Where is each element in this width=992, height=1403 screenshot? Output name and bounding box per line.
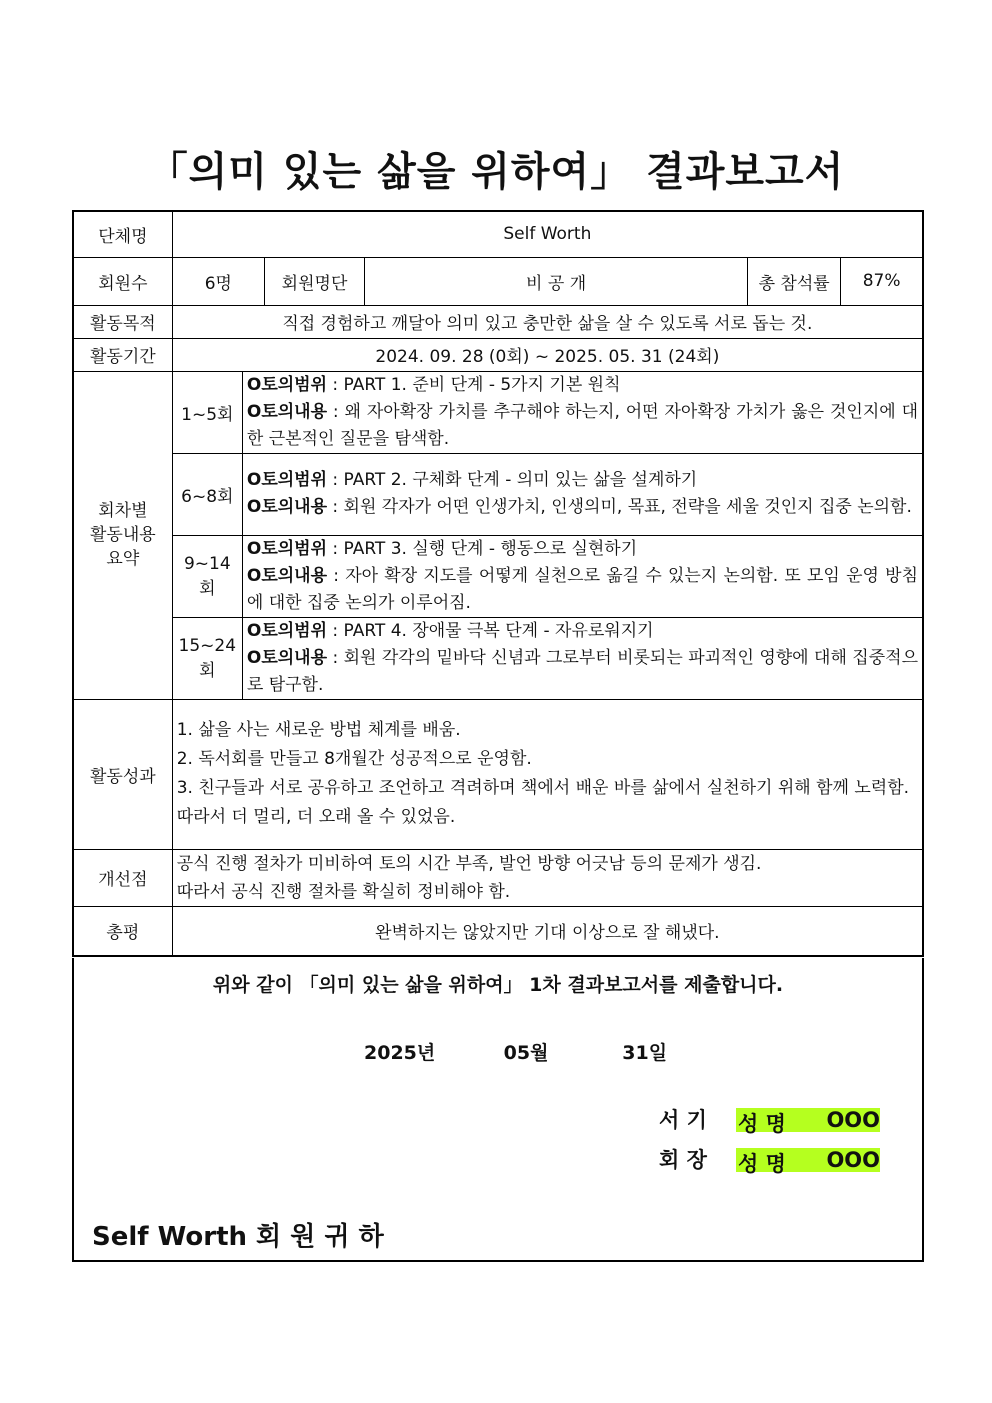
name-label: 성 명	[738, 1152, 786, 1176]
summary-label-line: 활동내용	[90, 525, 156, 545]
result-item: 1. 삶을 사는 새로운 방법 체계를 배움.	[176, 720, 461, 740]
scope-text: : PART 4. 장애물 극복 단계 - 자유로워지기	[327, 620, 654, 641]
session-range: 6~8회	[172, 453, 242, 535]
results-label: 활동성과	[73, 699, 172, 849]
row-results	[73, 699, 923, 849]
member-list-value: 비 공 개	[365, 257, 748, 305]
improvement-line: 공식 진행 절차가 미비하여 토의 시간 부족, 발언 방향 어긋남 등의 문제가 생김.	[176, 853, 762, 874]
signature-name-field	[736, 1148, 880, 1176]
submission-date	[364, 1038, 667, 1065]
member-count-label: 회원수	[73, 257, 172, 305]
name-value: OOO	[826, 1148, 880, 1172]
content-label: O토의내용	[246, 497, 328, 517]
date-month: 05월	[503, 1042, 549, 1064]
improvement-value	[172, 849, 923, 906]
session-detail	[242, 617, 923, 699]
purpose-label: 활동목적	[73, 305, 172, 338]
session-range: 15~24회	[172, 617, 242, 699]
row-period	[73, 338, 923, 371]
scope-label: O토의범위	[246, 538, 328, 559]
result-item: 2. 독서회를 만들고 8개월간 성공적으로 운영함.	[176, 749, 532, 769]
member-count-value: 6명	[172, 257, 264, 305]
signature-role: 서 기	[659, 1108, 707, 1132]
content-text: : 왜 자아확장 가치를 추구해야 하는지, 어떤 자아확장 가치가 옳은 것인지에 대한 근본적인 질문을 탐색함.	[246, 401, 918, 449]
period-label: 활동기간	[73, 338, 172, 371]
improvement-label: 개선점	[73, 849, 172, 906]
addressee: Self Worth 회 원 귀 하	[92, 1222, 384, 1252]
attendance-value: 87%	[841, 257, 923, 305]
attendance-label: 총 참석률	[748, 257, 841, 305]
scope-label: O토의범위	[246, 374, 328, 395]
date-year: 2025년	[364, 1042, 436, 1064]
member-list-label: 회원명단	[264, 257, 364, 305]
content-text: : 회원 각각의 밑바닥 신념과 그로부터 비롯되는 파괴적인 영향에 대해 집중적으로 탐구함.	[246, 647, 918, 695]
summary-label-line: 회차별	[98, 501, 148, 521]
name-label: 성 명	[738, 1112, 786, 1136]
session-detail	[242, 453, 923, 535]
signature-role: 회 장	[659, 1148, 707, 1172]
signature-secretary	[659, 1104, 880, 1134]
review-label: 총평	[73, 906, 172, 956]
content-label: O토의내용	[246, 401, 328, 422]
session-row	[73, 453, 923, 535]
review-value: 완벽하지는 않았지만 기대 이상으로 잘 해냈다.	[172, 906, 923, 956]
session-range: 1~5회	[172, 371, 242, 453]
date-day: 31일	[622, 1042, 668, 1064]
scope-text: : PART 2. 구체화 단계 - 의미 있는 삶을 설계하기	[327, 470, 698, 490]
row-improvement	[73, 849, 923, 906]
session-range: 9~14회	[172, 535, 242, 617]
scope-label: O토의범위	[246, 470, 328, 490]
report-table	[72, 210, 924, 957]
row-purpose	[73, 305, 923, 338]
row-group-name	[73, 211, 923, 257]
content-text: : 회원 각자가 어떤 인생가치, 인생의미, 목표, 전략을 세울 것인지 집중 논의함.	[327, 497, 912, 517]
purpose-value: 직접 경험하고 깨달아 의미 있고 충만한 삶을 살 수 있도록 서로 돕는 것.	[172, 305, 923, 338]
result-item: 3. 친구들과 서로 공유하고 조언하고 격려하며 책에서 배운 바를 삶에서 실천하기 위해 함께 노력함. 따라서 더 멀리, 더 오래 올 수 있었음.	[176, 778, 910, 827]
name-value: OOO	[826, 1108, 880, 1132]
content-label: O토의내용	[246, 565, 328, 586]
improvement-line: 따라서 공식 진행 절차를 확실히 정비해야 함.	[176, 881, 511, 902]
content-label: O토의내용	[246, 647, 328, 668]
session-detail	[242, 371, 923, 453]
row-review	[73, 906, 923, 956]
content-text: : 자아 확장 지도를 어떻게 실천으로 옮길 수 있는지 논의함. 또 모임 운영 방침에 대한 집중 논의가 이루어짐.	[246, 565, 918, 613]
summary-label-line: 요약	[106, 549, 140, 569]
session-detail	[242, 535, 923, 617]
group-name-value: Self Worth	[172, 211, 923, 257]
session-row	[73, 535, 923, 617]
scope-label: O토의범위	[246, 620, 328, 641]
results-value	[172, 699, 923, 849]
signature-president	[659, 1144, 880, 1174]
summary-label	[73, 371, 172, 699]
session-row	[73, 371, 923, 453]
scope-text: : PART 3. 실행 단계 - 행동으로 실현하기	[327, 538, 638, 559]
signature-name-field	[736, 1108, 880, 1136]
submission-statement: 위와 같이 「의미 있는 삶을 위하여」 1차 결과보고서를 제출합니다.	[212, 974, 784, 996]
scope-text: : PART 1. 준비 단계 - 5가지 기본 원칙	[327, 374, 621, 395]
document-title: 「의미 있는 삶을 위하여」 결과보고서	[147, 149, 845, 195]
row-members	[73, 257, 923, 305]
session-row	[73, 617, 923, 699]
period-value: 2024. 09. 28 (0회) ~ 2025. 05. 31 (24회)	[172, 338, 923, 371]
submission-footer	[72, 958, 924, 1262]
group-name-label: 단체명	[73, 211, 172, 257]
